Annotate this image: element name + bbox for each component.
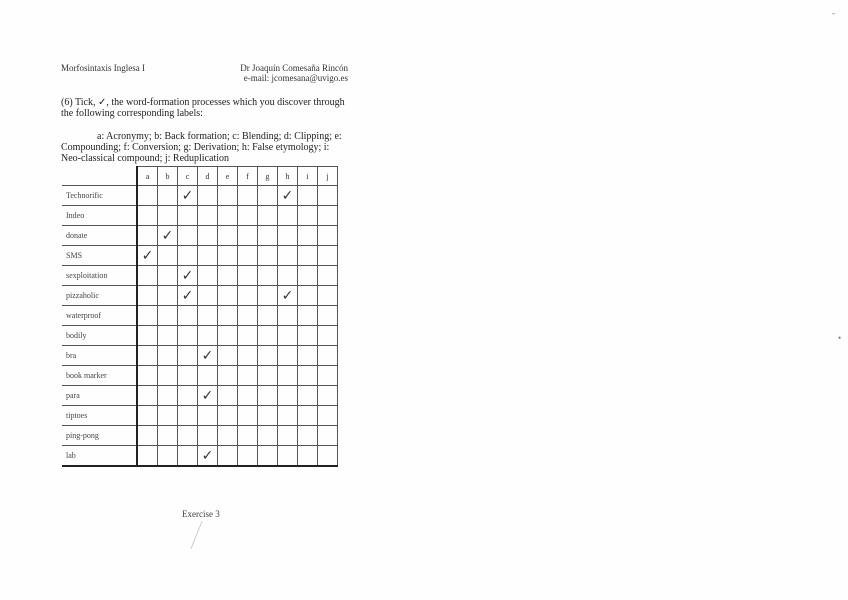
tick-cell-e[interactable]: [218, 186, 238, 206]
tick-cell-a[interactable]: [137, 186, 158, 206]
tick-cell-b[interactable]: [158, 446, 178, 467]
column-header-g: g: [258, 167, 278, 186]
tick-cell-j[interactable]: [318, 266, 338, 286]
table-row: [62, 406, 338, 426]
word-formation-table: [62, 166, 338, 467]
tick-cell-b[interactable]: [158, 246, 178, 266]
table-row: [62, 186, 338, 206]
tick-cell-d[interactable]: [198, 346, 218, 366]
check-icon: ✓: [181, 187, 194, 204]
tick-cell-d[interactable]: [198, 266, 218, 286]
legend-text: [61, 131, 351, 164]
row-word: Technorific: [62, 186, 137, 206]
tick-cell-a[interactable]: [137, 286, 158, 306]
legend-line-1: a: Acronymy; b: Back formation; c: Blending; d: Clipping; e:: [97, 131, 342, 142]
tick-cell-f[interactable]: [238, 306, 258, 326]
check-icon: ✓: [281, 187, 294, 204]
scan-speck: -: [832, 8, 835, 18]
tick-cell-a[interactable]: [137, 266, 158, 286]
tick-cell-i[interactable]: [298, 426, 318, 446]
legend-line-3: Neo-classical compound; j: Reduplication: [61, 153, 230, 164]
row-word: donate: [62, 226, 137, 246]
table-body: [62, 186, 338, 467]
tick-cell-c[interactable]: [178, 306, 198, 326]
tick-cell-c[interactable]: [178, 386, 198, 406]
tick-cell-f[interactable]: [238, 186, 258, 206]
tick-cell-d[interactable]: [198, 326, 218, 346]
table-row: [62, 306, 338, 326]
tick-cell-f[interactable]: [238, 446, 258, 467]
tick-cell-d[interactable]: [198, 366, 218, 386]
tick-cell-a[interactable]: [137, 246, 158, 266]
tick-cell-b[interactable]: [158, 206, 178, 226]
tick-cell-c[interactable]: [178, 286, 198, 306]
tick-cell-a[interactable]: [137, 406, 158, 426]
table-row: [62, 206, 338, 226]
check-icon: ✓: [281, 287, 294, 304]
tick-cell-b[interactable]: [158, 406, 178, 426]
tick-cell-f[interactable]: [238, 246, 258, 266]
row-word: waterproof: [62, 306, 137, 326]
tick-cell-i[interactable]: [298, 346, 318, 366]
tick-cell-h[interactable]: [278, 346, 298, 366]
tick-cell-d[interactable]: [198, 386, 218, 406]
row-word: book marker: [62, 366, 137, 386]
column-header-d: d: [198, 167, 218, 186]
tick-cell-e[interactable]: [218, 446, 238, 467]
tick-cell-j[interactable]: [318, 326, 338, 346]
author-block: [230, 63, 348, 83]
table-row: [62, 386, 338, 406]
tick-cell-i[interactable]: [298, 406, 318, 426]
tick-cell-f[interactable]: [238, 206, 258, 226]
tick-cell-i[interactable]: [298, 226, 318, 246]
tick-cell-j[interactable]: [318, 406, 338, 426]
tick-cell-f[interactable]: [238, 326, 258, 346]
tick-cell-g[interactable]: [258, 226, 278, 246]
row-word: SMS: [62, 246, 137, 266]
tick-cell-i[interactable]: [298, 206, 318, 226]
tick-cell-i[interactable]: [298, 306, 318, 326]
tick-cell-f[interactable]: [238, 266, 258, 286]
scan-speck: •: [838, 333, 842, 343]
tick-cell-i[interactable]: [298, 246, 318, 266]
column-header-a: a: [137, 167, 158, 186]
tick-cell-g[interactable]: [258, 246, 278, 266]
check-icon: ✓: [161, 227, 174, 244]
tick-cell-h[interactable]: [278, 446, 298, 467]
tick-cell-f[interactable]: [238, 346, 258, 366]
tick-cell-j[interactable]: [318, 446, 338, 467]
tick-cell-a[interactable]: [137, 306, 158, 326]
tick-cell-g[interactable]: [258, 346, 278, 366]
check-icon: ✓: [141, 247, 154, 264]
tick-cell-a[interactable]: [137, 426, 158, 446]
column-header-h: h: [278, 167, 298, 186]
course-title: Morfosintaxis Inglesa I: [61, 63, 145, 73]
tick-cell-b[interactable]: [158, 346, 178, 366]
legend-line-2: Compounding; f: Conversion; g: Derivation; h: False etymology; i:: [61, 142, 330, 153]
tick-cell-b[interactable]: [158, 286, 178, 306]
tick-cell-c[interactable]: [178, 426, 198, 446]
table-row: [62, 326, 338, 346]
tick-cell-h[interactable]: [278, 386, 298, 406]
table-row: [62, 346, 338, 366]
tick-cell-g[interactable]: [258, 366, 278, 386]
column-header-i: i: [298, 167, 318, 186]
tick-cell-c[interactable]: [178, 266, 198, 286]
tick-cell-h[interactable]: [278, 266, 298, 286]
tick-cell-e[interactable]: [218, 266, 238, 286]
row-word: tiptoes: [62, 406, 137, 426]
tick-cell-g[interactable]: [258, 186, 278, 206]
tick-cell-h[interactable]: [278, 426, 298, 446]
table-row: [62, 246, 338, 266]
tick-cell-c[interactable]: [178, 246, 198, 266]
tick-cell-i[interactable]: [298, 266, 318, 286]
column-header-f: f: [238, 167, 258, 186]
column-header-j: j: [318, 167, 338, 186]
tick-cell-h[interactable]: [278, 186, 298, 206]
check-icon: ✓: [201, 347, 214, 364]
tick-cell-c[interactable]: [178, 206, 198, 226]
tick-cell-c[interactable]: [178, 186, 198, 206]
question-line-1: (6) Tick, ✓, the word-formation processes which you discover through: [61, 97, 345, 108]
tick-cell-e[interactable]: [218, 286, 238, 306]
tick-cell-f[interactable]: [238, 406, 258, 426]
tick-cell-d[interactable]: [198, 446, 218, 467]
table-row: [62, 286, 338, 306]
tick-cell-j[interactable]: [318, 206, 338, 226]
row-word: ping-pong: [62, 426, 137, 446]
tick-cell-d[interactable]: [198, 426, 218, 446]
tick-cell-b[interactable]: [158, 226, 178, 246]
tick-cell-b[interactable]: [158, 326, 178, 346]
table-row: [62, 226, 338, 246]
tick-cell-d[interactable]: [198, 226, 218, 246]
tick-cell-e[interactable]: [218, 326, 238, 346]
tick-cell-g[interactable]: [258, 426, 278, 446]
pen-mark: [190, 521, 202, 549]
tick-cell-d[interactable]: [198, 286, 218, 306]
tick-cell-b[interactable]: [158, 306, 178, 326]
table-row: [62, 266, 338, 286]
tick-cell-g[interactable]: [258, 446, 278, 467]
tick-cell-f[interactable]: [238, 426, 258, 446]
column-header-b: b: [158, 167, 178, 186]
tick-cell-h[interactable]: [278, 406, 298, 426]
tick-cell-f[interactable]: [238, 386, 258, 406]
tick-cell-g[interactable]: [258, 306, 278, 326]
tick-cell-j[interactable]: [318, 286, 338, 306]
tick-cell-a[interactable]: [137, 326, 158, 346]
question-text: [61, 97, 351, 119]
tick-cell-j[interactable]: [318, 366, 338, 386]
tick-cell-e[interactable]: [218, 426, 238, 446]
table-row: [62, 446, 338, 467]
tick-cell-g[interactable]: [258, 406, 278, 426]
tick-cell-d[interactable]: [198, 306, 218, 326]
column-header-e: e: [218, 167, 238, 186]
row-word: sexploitation: [62, 266, 137, 286]
tick-cell-c[interactable]: [178, 346, 198, 366]
tick-cell-c[interactable]: [178, 366, 198, 386]
tick-cell-e[interactable]: [218, 226, 238, 246]
tick-cell-i[interactable]: [298, 386, 318, 406]
author-email: e-mail: jcomesana@uvigo.es: [243, 73, 348, 83]
check-icon: ✓: [201, 387, 214, 404]
tick-cell-g[interactable]: [258, 386, 278, 406]
tick-cell-j[interactable]: [318, 426, 338, 446]
tick-cell-j[interactable]: [318, 306, 338, 326]
tick-cell-i[interactable]: [298, 366, 318, 386]
tick-cell-j[interactable]: [318, 226, 338, 246]
tick-cell-h[interactable]: [278, 306, 298, 326]
row-word: bra: [62, 346, 137, 366]
tick-cell-e[interactable]: [218, 366, 238, 386]
tick-cell-b[interactable]: [158, 186, 178, 206]
tick-cell-h[interactable]: [278, 326, 298, 346]
tick-cell-e[interactable]: [218, 206, 238, 226]
exercise-label: Exercise 3: [182, 509, 220, 519]
row-word: bodily: [62, 326, 137, 346]
column-header-c: c: [178, 167, 198, 186]
check-icon: ✓: [181, 267, 194, 284]
tick-cell-a[interactable]: [137, 206, 158, 226]
tick-cell-c[interactable]: [178, 446, 198, 467]
tick-cell-a[interactable]: [137, 226, 158, 246]
tick-cell-g[interactable]: [258, 206, 278, 226]
tick-cell-j[interactable]: [318, 346, 338, 366]
tick-cell-b[interactable]: [158, 366, 178, 386]
tick-cell-d[interactable]: [198, 206, 218, 226]
table-row: [62, 366, 338, 386]
tick-cell-g[interactable]: [258, 286, 278, 306]
tick-cell-d[interactable]: [198, 246, 218, 266]
row-word: para: [62, 386, 137, 406]
tick-cell-i[interactable]: [298, 446, 318, 467]
tick-cell-g[interactable]: [258, 326, 278, 346]
tick-cell-f[interactable]: [238, 366, 258, 386]
tick-cell-i[interactable]: [298, 286, 318, 306]
tick-cell-i[interactable]: [298, 186, 318, 206]
tick-cell-h[interactable]: [278, 246, 298, 266]
tick-cell-j[interactable]: [318, 186, 338, 206]
tick-cell-h[interactable]: [278, 286, 298, 306]
check-icon: ✓: [201, 447, 214, 464]
tick-cell-e[interactable]: [218, 346, 238, 366]
tick-cell-c[interactable]: [178, 226, 198, 246]
tick-cell-j[interactable]: [318, 386, 338, 406]
tick-cell-f[interactable]: [238, 226, 258, 246]
tick-cell-e[interactable]: [218, 386, 238, 406]
tick-cell-d[interactable]: [198, 406, 218, 426]
check-icon: ✓: [181, 287, 194, 304]
tick-cell-e[interactable]: [218, 406, 238, 426]
tick-cell-h[interactable]: [278, 366, 298, 386]
tick-cell-e[interactable]: [218, 306, 238, 326]
tick-cell-i[interactable]: [298, 326, 318, 346]
tick-cell-a[interactable]: [137, 346, 158, 366]
tick-cell-b[interactable]: [158, 426, 178, 446]
table-header-row: [62, 167, 338, 186]
tick-cell-b[interactable]: [158, 386, 178, 406]
table-corner: [62, 167, 137, 186]
tick-cell-g[interactable]: [258, 266, 278, 286]
tick-cell-e[interactable]: [218, 246, 238, 266]
tick-cell-j[interactable]: [318, 246, 338, 266]
tick-cell-h[interactable]: [278, 226, 298, 246]
tick-cell-a[interactable]: [137, 446, 158, 467]
tick-cell-c[interactable]: [178, 406, 198, 426]
tick-cell-h[interactable]: [278, 206, 298, 226]
tick-cell-f[interactable]: [238, 286, 258, 306]
table-row: [62, 426, 338, 446]
tick-cell-b[interactable]: [158, 266, 178, 286]
question-line-2: the following corresponding labels:: [61, 108, 203, 119]
tick-cell-c[interactable]: [178, 326, 198, 346]
tick-cell-d[interactable]: [198, 186, 218, 206]
tick-cell-a[interactable]: [137, 366, 158, 386]
row-word: pizzaholic: [62, 286, 137, 306]
row-word: lab: [62, 446, 137, 467]
tick-cell-a[interactable]: [137, 386, 158, 406]
row-word: Indeo: [62, 206, 137, 226]
author-name: Dr Joaquín Comesaña Rincón: [240, 63, 348, 73]
